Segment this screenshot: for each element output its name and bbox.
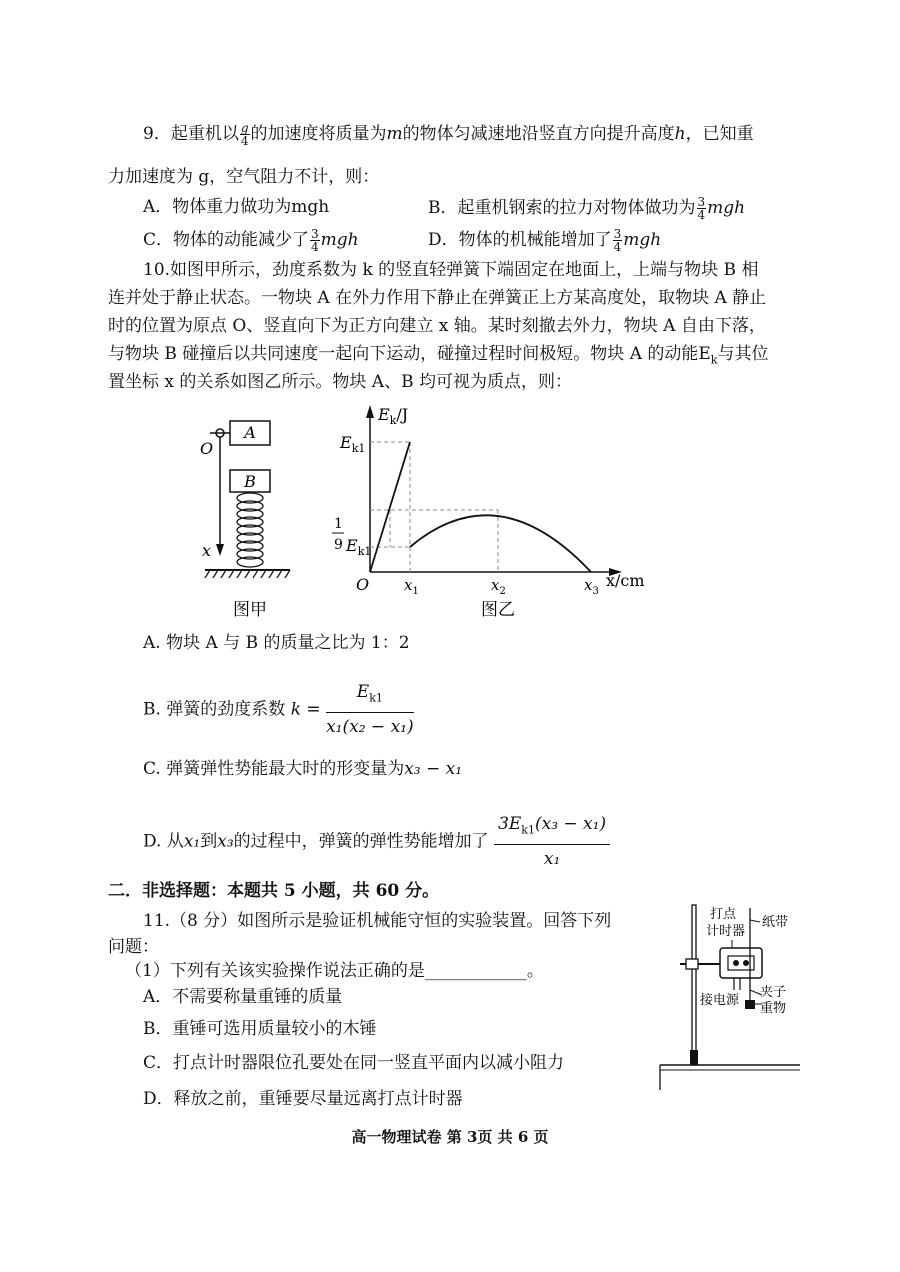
q10-option-c: C. 弹簧弹性势能最大时的形变量为x₃ − x₁: [143, 759, 463, 779]
q11-option-a: A．不需要称量重锤的质量: [143, 987, 343, 1007]
timer-label-2: 计时器: [706, 924, 746, 939]
stand-rod: [692, 905, 696, 1065]
tape-label: 纸带: [762, 915, 789, 930]
ek1-label: $E_{k1}$: [340, 433, 366, 455]
weight-label: 重物: [760, 1001, 787, 1016]
page-footer: 高一物理试卷 第 3页 共 6 页: [351, 1128, 549, 1146]
ground-hatch: [205, 570, 290, 578]
figure-yi-caption: 图乙: [481, 600, 515, 620]
block-a-label: A: [244, 423, 256, 442]
q10-option-d: D. 从x₁到x₃的过程中，弹簧的弹性势能增加了 $\frac{3E_{k1}(x_3 - x_1)}{\text{x₁}}$: [143, 812, 610, 871]
q9-stem-line1: 9．起重机以 $\frac{g}{4}$ 的加速度将质量为m的物体匀减速地沿竖直方向提升高度h，已知重: [143, 121, 754, 148]
ninth-num: 1: [334, 516, 343, 532]
origin-label-yi: O: [356, 575, 370, 594]
q10-stem-line1: 10.如图甲所示，劲度系数为 k 的竖直轻弹簧下端固定在地面上，上端与物块 B 相: [143, 260, 759, 280]
q9-option-b: B．起重机钢索的拉力对物体做功为 $\frac{3}{4}$ mgh: [428, 195, 746, 222]
ninth-den: 9: [334, 537, 343, 553]
q10-option-b: B. 弹簧的劲度系数 k = $\frac{E_{k1}}{\text{x₁(x₂ − x₁)}}$: [143, 682, 414, 738]
q11-sub1: （1）下列有关该实验操作说法正确的是____________。: [125, 961, 544, 981]
origin-label: O: [200, 439, 214, 458]
figure-yi: [320, 400, 660, 625]
ek-curve: [410, 515, 591, 572]
q10-stem-line4: 与物块 B 碰撞后以共同速度一起向下运动，碰撞过程时间极短。物块 A 的动能$E_k$与其位: [108, 344, 769, 367]
q9-option-d: D．物体的机械能增加了 $\frac{3}{4}$ mgh: [428, 227, 662, 254]
q11-option-b: B．重锤可选用质量较小的木锤: [143, 1019, 377, 1039]
section-2-heading: 二．非选择题：本题共 5 小题，共 60 分。: [108, 881, 440, 901]
q9-stem-line2: 力加速度为 g，空气阻力不计，则：: [108, 167, 380, 187]
q11-option-d: D．释放之前，重锤要尽量远离打点计时器: [143, 1089, 463, 1109]
spring: [237, 493, 263, 567]
q9-option-c: C．物体的动能减少了 $\frac{3}{4}$ mgh: [143, 227, 359, 254]
figure-jia: [190, 410, 300, 625]
y-axis-label: $E_k/J$: [378, 405, 409, 427]
x-axis-arrow: [216, 544, 224, 556]
stand-base: [690, 1050, 698, 1065]
q11-option-c: C．打点计时器限位孔要处在同一竖直平面内以减小阻力: [143, 1053, 565, 1073]
block-b-label: B: [244, 472, 256, 491]
x2-tick-label: $x_2$: [491, 576, 506, 597]
q9-option-a: A．物体重力做功为mgh: [143, 197, 330, 217]
ek-line-segment: [370, 442, 410, 572]
figure-jia-caption: 图甲: [233, 600, 267, 620]
q10-option-a: A. 物块 A 与 B 的质量之比为 1：2: [143, 633, 410, 653]
ninth-ek1-label: $E_{k1}$: [346, 536, 372, 558]
q10-stem-line5: 置坐标 x 的关系如图乙所示。物块 A、B 均可视为质点，则：: [108, 372, 572, 392]
power-label: 接电源: [700, 993, 740, 1008]
x-axis-label-yi: x/cm: [606, 571, 645, 590]
x3-tick-label: $x_3$: [584, 576, 599, 597]
q10-stem-line2: 连并处于静止状态。一物块 A 在外力作用下静止在弹簧正上方某高度处，取物块 A 静止: [108, 288, 767, 308]
q10-stem-line3: 时的位置为原点 O、竖直向下为正方向建立 x 轴。某时刻撤去外力，物块 A 自由下落，: [108, 316, 766, 336]
q11-stem-line1: 11.（8 分）如图所示是验证机械能守恒的实验装置。回答下列: [143, 911, 612, 931]
timer-label-1: 打点: [710, 907, 737, 922]
apparatus-figure: [650, 900, 810, 1090]
clip-label: 夹子: [760, 985, 787, 1000]
x-axis-label: x: [202, 541, 212, 560]
q11-stem-line2: 问题：: [108, 937, 159, 957]
x1-tick-label: $x_1$: [404, 576, 419, 597]
clamp: [686, 959, 698, 969]
